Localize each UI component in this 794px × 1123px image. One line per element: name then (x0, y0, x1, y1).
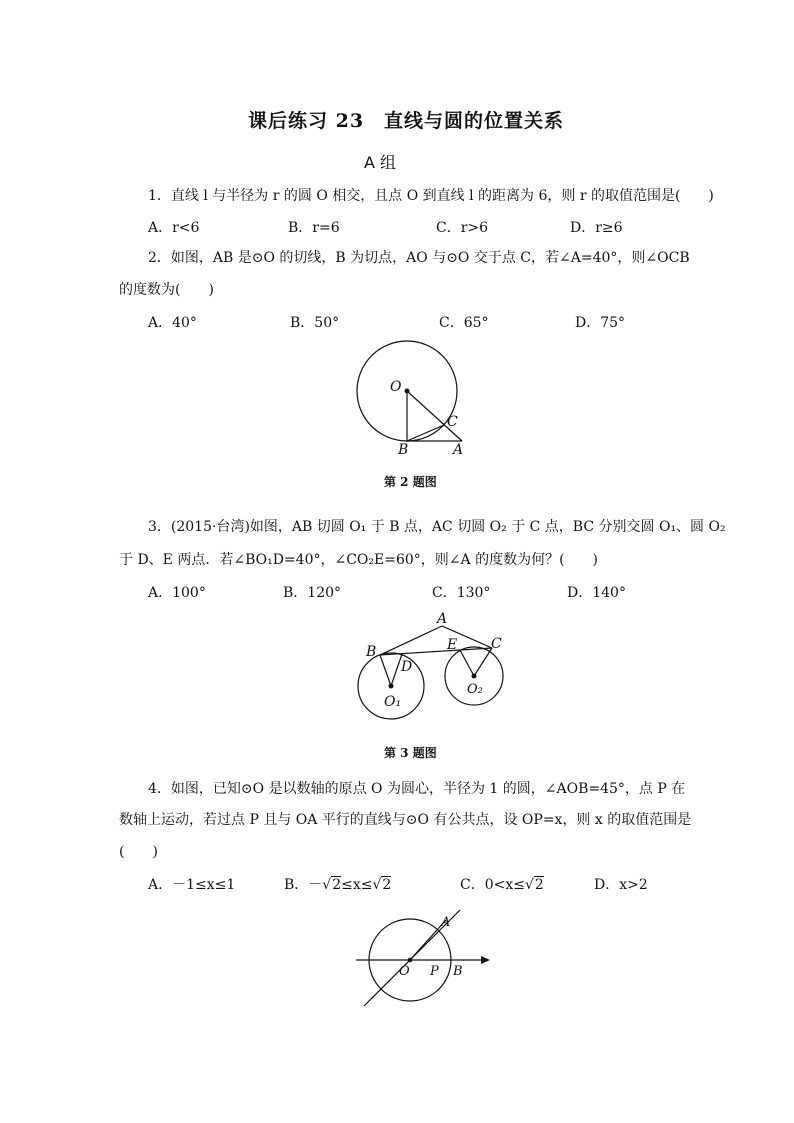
question-2-text-cont: 的度数为( ) (119, 282, 214, 298)
q1-option-a: A．r<6 (148, 220, 200, 236)
segment-bc (407, 425, 444, 441)
figure-3-caption: 第 3 题图 (384, 746, 437, 760)
q1-option-c: C．r>6 (436, 220, 489, 236)
point-o2 (472, 674, 477, 679)
figure-3-diagram (350, 608, 520, 728)
group-heading: A 组 (364, 153, 397, 172)
question-4-text-cont2: ( ) (119, 844, 158, 860)
segment-o2c (474, 648, 492, 676)
q1-option-b: B．r=6 (288, 220, 340, 236)
sqrt-sign: √ (322, 877, 332, 893)
page-title: 课后练习 23 直线与圆的位置关系 (248, 110, 565, 132)
question-3-text: 3．(2015·台湾)如图，AB 切圆 O₁ 于 B 点，AC 切圆 O₂ 于 C 点，BC 分别交圆 O₁、圆 O₂ (148, 519, 726, 535)
label-o: O (399, 964, 410, 979)
label-a: A (441, 915, 451, 930)
q4-option-b-radicand-2: 2 (382, 877, 392, 893)
sqrt-sign: √ (524, 877, 534, 893)
label-o1: O₁ (384, 694, 402, 710)
label-c: C (447, 414, 458, 430)
q2-option-c: C．65° (439, 315, 489, 331)
label-o: O (390, 379, 402, 395)
question-4-text: 4．如图，已知⊙O 是以数轴的原点 O 为圆心，半径为 1 的圆，∠AOB=45°，点 P 在 (148, 781, 686, 797)
segment-o2e (460, 650, 474, 676)
q4-option-c (460, 874, 544, 894)
q4-option-c-radicand: 2 (534, 877, 544, 893)
q4-option-c-prefix: C．0<x≤ (460, 877, 525, 893)
figure-2-caption: 第 2 题图 (384, 475, 437, 489)
segment-ab (380, 626, 442, 655)
label-d: D (401, 659, 413, 675)
q3-option-a: A．100° (148, 585, 206, 601)
question-2-text: 2．如图，AB 是⊙O 的切线，B 为切点，AO 与⊙O 交于点 C，若∠A=40°，则∠OCB (148, 250, 690, 266)
label-b: B (398, 442, 409, 458)
q4-option-b-middle: ≤x≤ (341, 877, 373, 893)
segment-bc (380, 648, 492, 655)
figure-2-diagram (350, 335, 490, 460)
label-o2: O₂ (467, 682, 483, 697)
q4-option-b-prefix: B．－ (284, 877, 323, 893)
sqrt-sign: √ (372, 877, 382, 893)
label-a: A (437, 611, 448, 627)
q4-option-a: A．－1≤x≤1 (148, 877, 236, 893)
point-o1 (389, 684, 394, 689)
label-c: C (491, 636, 502, 652)
q3-option-b: B．120° (283, 585, 342, 601)
axis-arrow-icon (481, 956, 490, 964)
q3-option-c: C．130° (432, 585, 491, 601)
q4-option-d: D．x>2 (594, 877, 648, 893)
point-o (405, 389, 410, 394)
segment-o1b (380, 655, 391, 686)
label-e: E (447, 637, 458, 653)
q2-option-a: A．40° (148, 315, 197, 331)
label-a: A (453, 442, 464, 458)
q3-option-d: D．140° (567, 585, 626, 601)
q1-option-d: D．r≥6 (570, 220, 623, 236)
label-p: P (430, 964, 439, 979)
q2-option-b: B．50° (290, 315, 340, 331)
label-b: B (366, 644, 377, 660)
figure-4-diagram (350, 908, 500, 1018)
label-b: B (453, 964, 463, 979)
question-1-text: 1．直线 l 与半径为 r 的圆 O 相交，且点 O 到直线 l 的距离为 6，则 r 的取值范围是( ) (148, 188, 714, 204)
q4-option-b-radicand-1: 2 (332, 877, 342, 893)
question-3-text-cont: 于 D、E 两点．若∠BO₁D=40°，∠CO₂E=60°，则∠A 的度数为何？( ) (119, 552, 598, 568)
q2-option-d: D．75° (575, 315, 626, 331)
q4-option-b (284, 874, 391, 894)
point-o (408, 958, 413, 963)
question-4-text-cont: 数轴上运动，若过点 P 且与 OA 平行的直线与⊙O 有公共点，设 OP=x，则 x 的取值范围是 (119, 812, 692, 828)
